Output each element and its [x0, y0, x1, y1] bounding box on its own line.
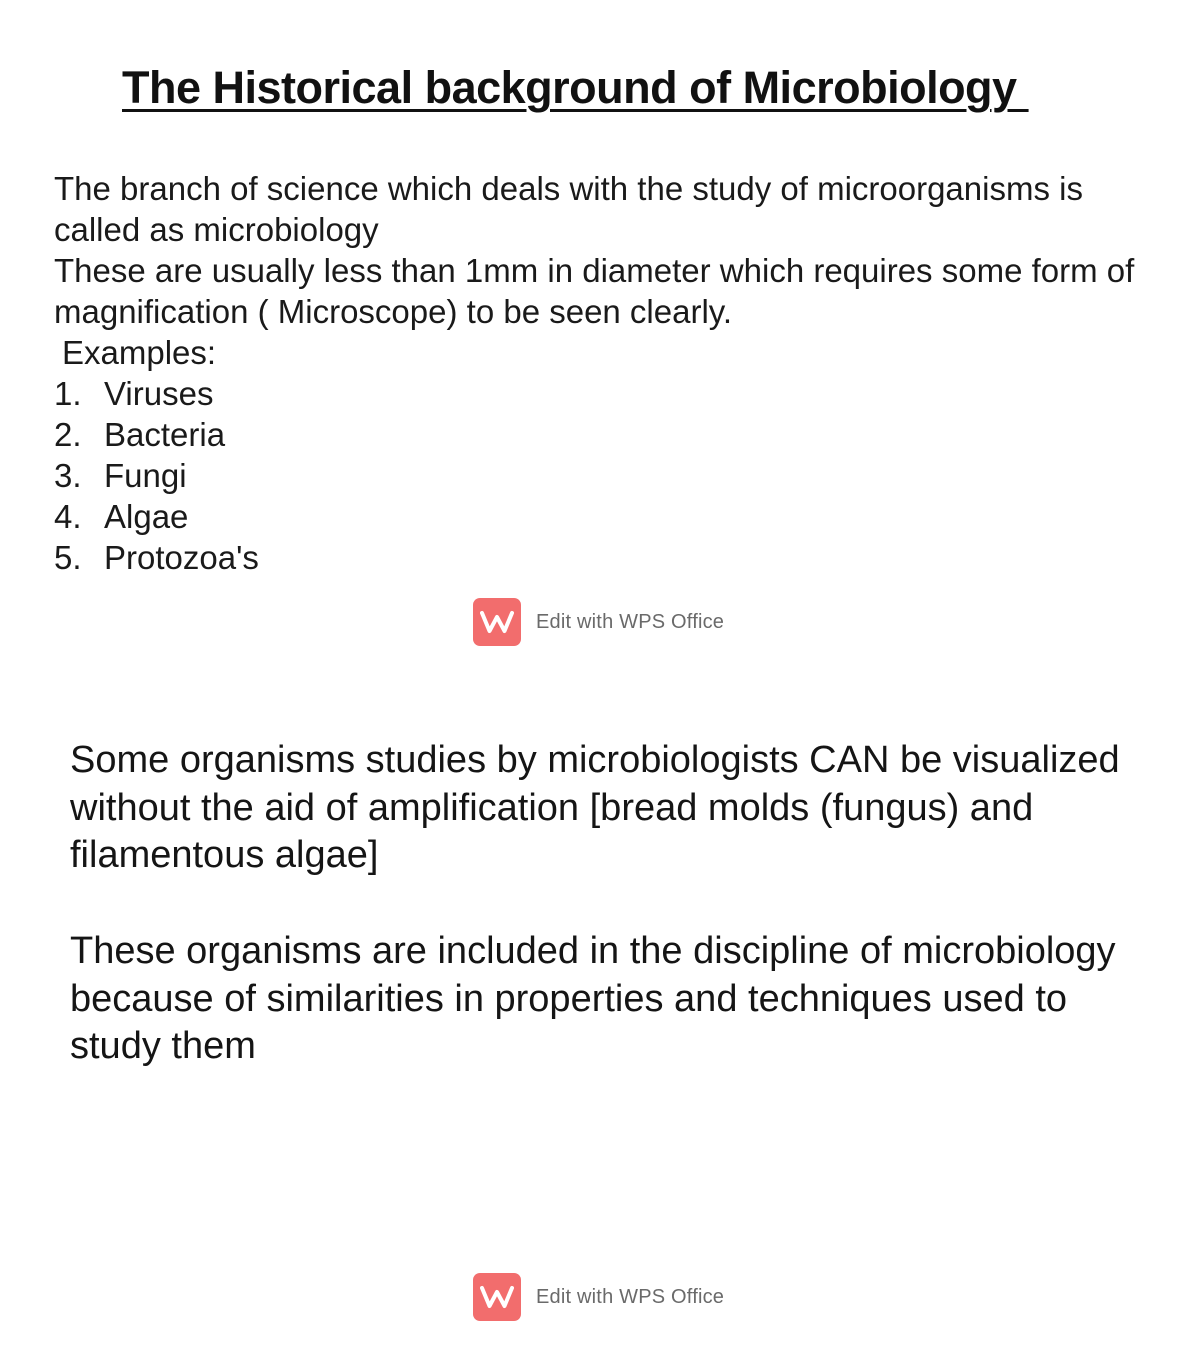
- size-note-text: These are usually less than 1mm in diameter which requires some form of magnification ( Microscope) to be seen clearly.: [54, 252, 1135, 330]
- examples-list: [54, 373, 1174, 578]
- intro-section: [54, 168, 1174, 578]
- list-item-number: 4.: [54, 498, 82, 535]
- list-item-label: Fungi: [104, 457, 187, 494]
- list-item-number: 3.: [54, 457, 82, 494]
- definition-text: The branch of science which deals with the study of microorganisms is called as microbiology: [54, 170, 1083, 248]
- list-item: [54, 455, 1174, 496]
- page-title: The Historical background of Microbiology: [122, 62, 1029, 113]
- list-item-number: 2.: [54, 416, 82, 453]
- wps-watermark-label: Edit with WPS Office: [536, 610, 725, 633]
- list-item: [54, 373, 1174, 414]
- examples-label: Examples:: [62, 334, 217, 371]
- wps-office-logo-icon: [473, 598, 521, 646]
- list-item-number: 1.: [54, 375, 82, 412]
- list-item-label: Bacteria: [104, 416, 226, 453]
- wps-watermark-label: Edit with WPS Office: [536, 1285, 725, 1308]
- list-item-label: Viruses: [104, 375, 214, 412]
- paragraph-discipline: These organisms are included in the discipline of microbiology because of similarities in properties and techniques used to study them: [70, 930, 1116, 1067]
- wps-watermark[interactable]: [473, 1273, 724, 1321]
- paragraph-visible-organisms: Some organisms studies by microbiologists CAN be visualized without the aid of amplification [bread molds (fungus) and filamentous algae]: [70, 739, 1120, 876]
- list-item-label: Algae: [104, 498, 189, 535]
- list-item-number: 5.: [54, 539, 82, 576]
- list-item: [54, 537, 1174, 578]
- wps-office-logo-icon: [473, 1273, 521, 1321]
- list-item: [54, 496, 1174, 537]
- list-item: [54, 414, 1174, 455]
- list-item-label: Protozoa's: [104, 539, 259, 576]
- wps-watermark[interactable]: [473, 598, 724, 646]
